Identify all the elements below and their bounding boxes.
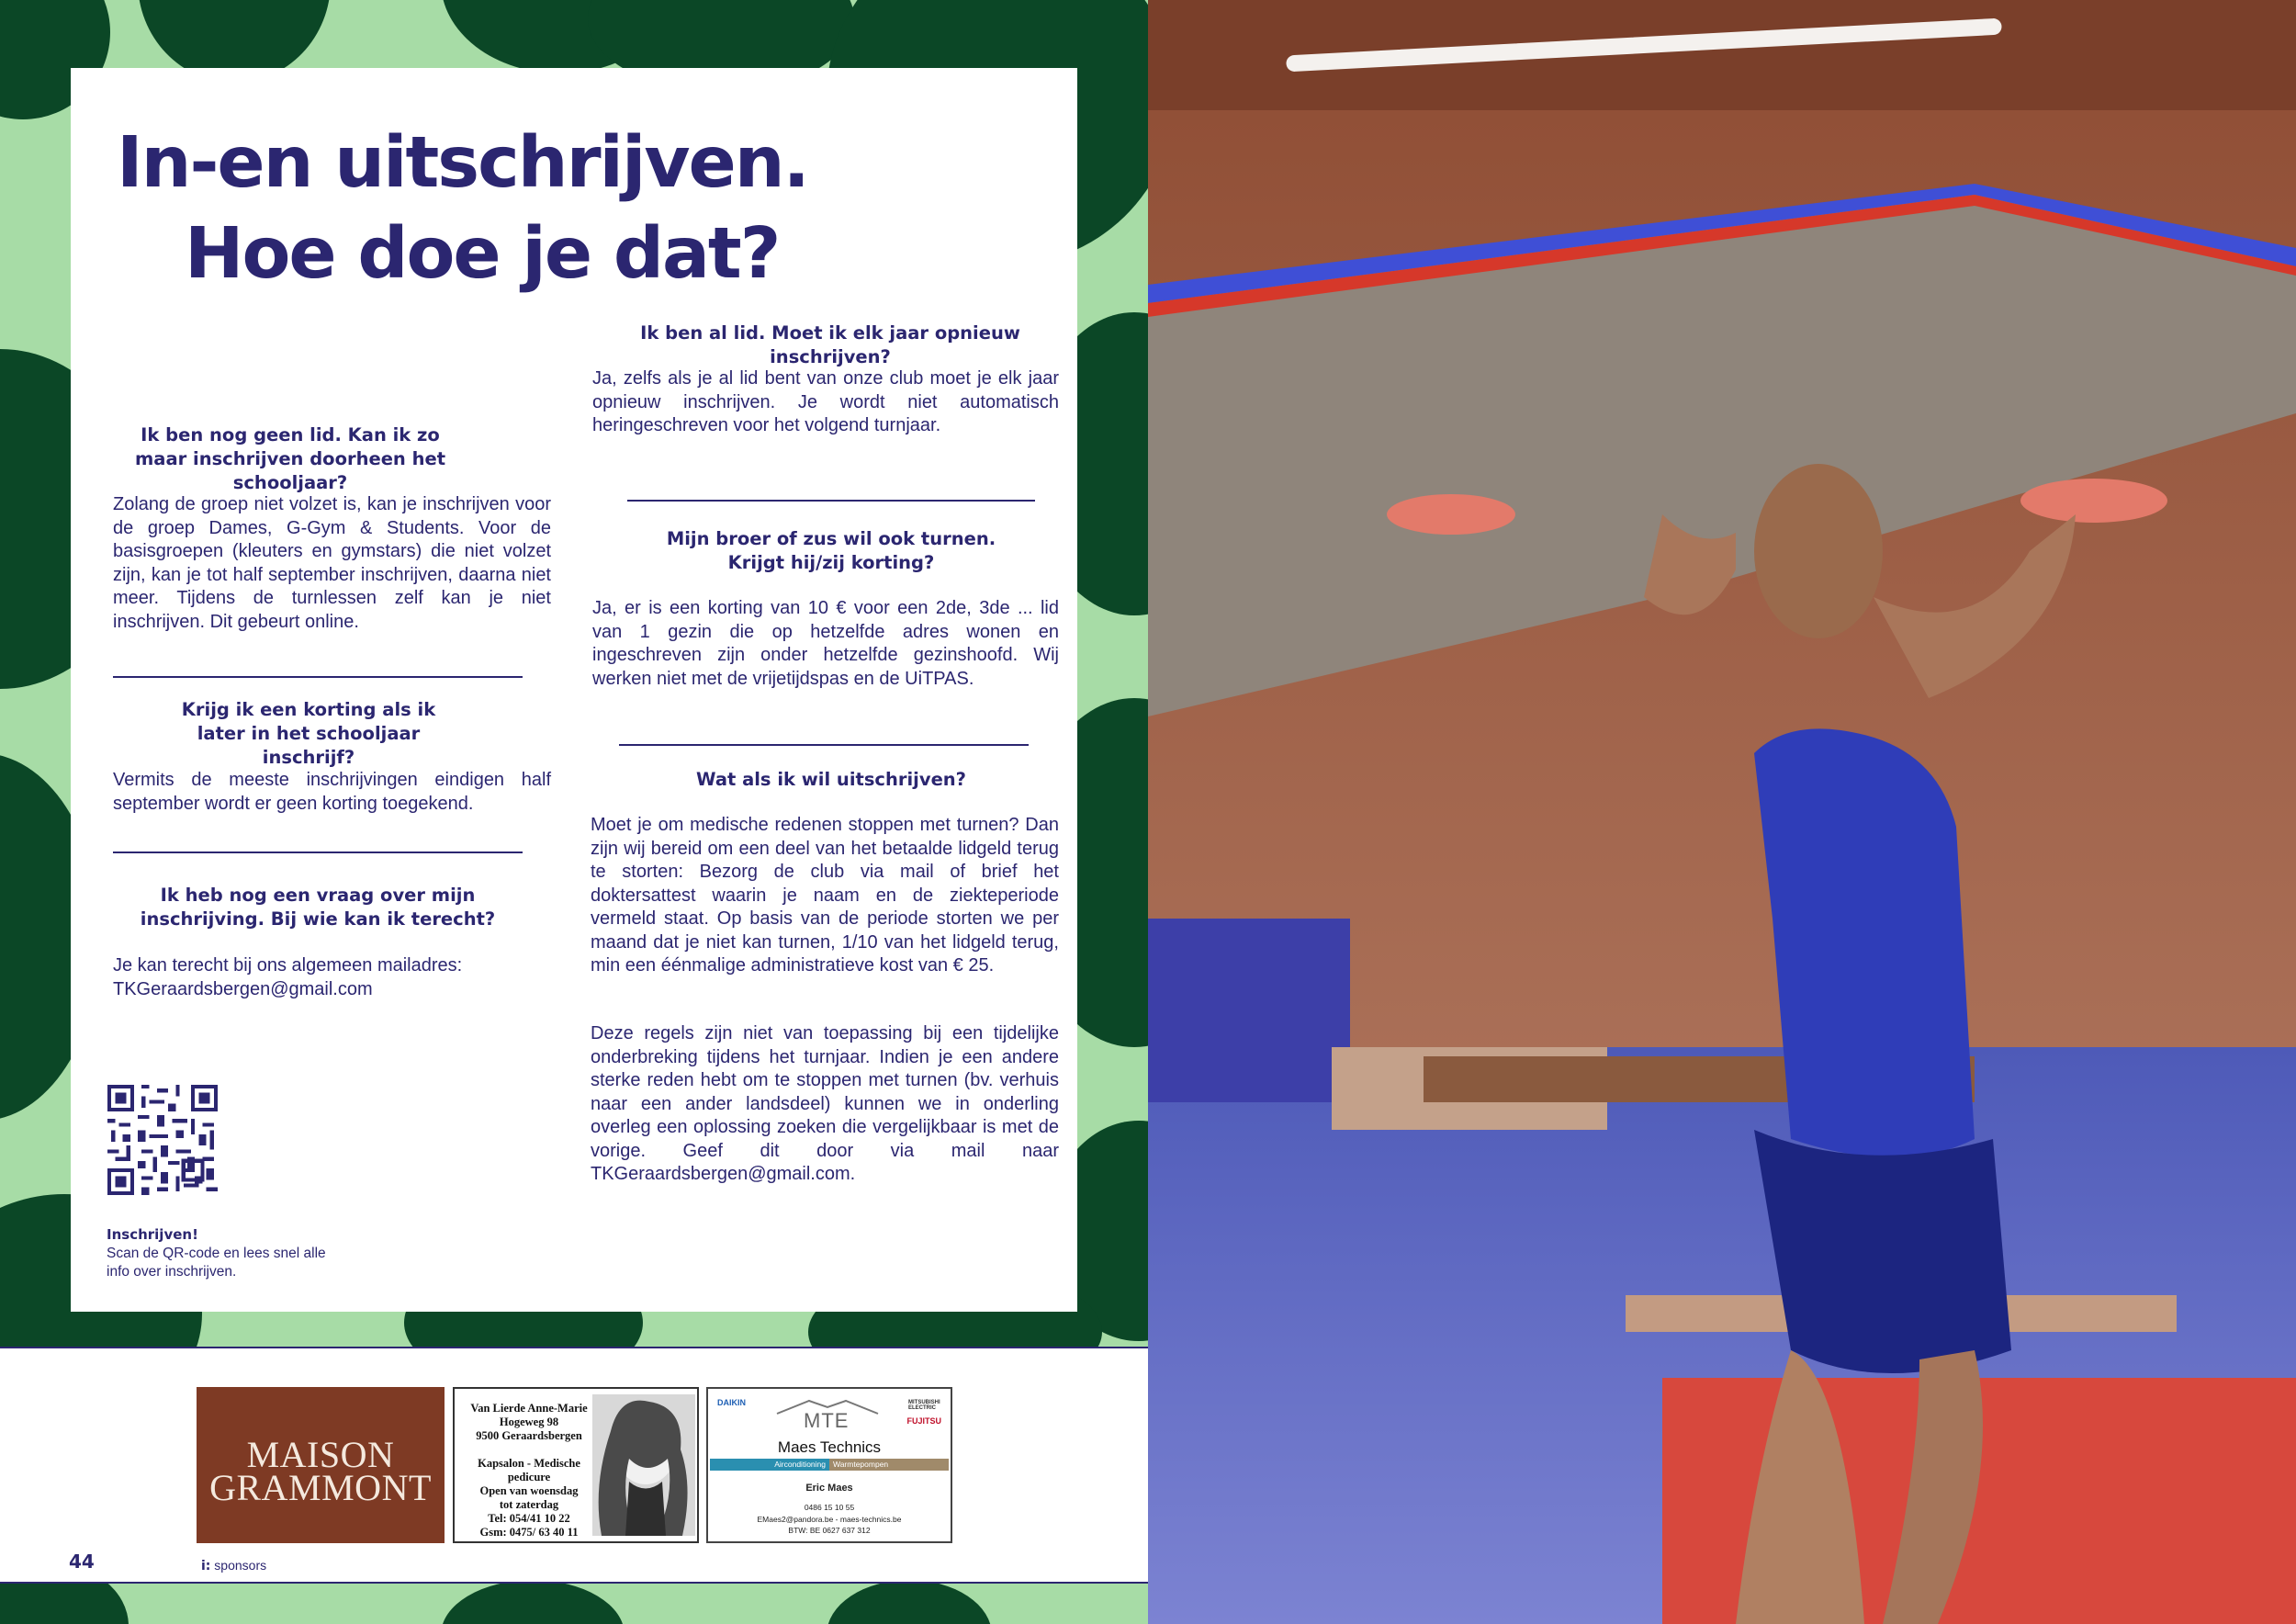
content-card bbox=[71, 68, 1077, 1312]
faq-question: Krijg ik een korting als ik later in het schooljaar inschrijf? bbox=[181, 699, 436, 768]
faq-answer: Moet je om medische redenen stoppen met turnen? Dan zijn wij bereid om een deel van het betaalde lidgeld terug te storten: Bezorg de club via mail of brief het doktersattest waarin je naam en de ziekteperiode vermeld staat. Op basis van de periode storten we per maand dat je niet kan turnen, 1/10 van het lidgeld terug, min een éénmalige administratieve kost van € 25. bbox=[591, 815, 1059, 976]
faq-question: Ik heb nog een vraag over mijn inschrijving. Bij wie kan ik terecht? bbox=[140, 885, 496, 930]
maes-phone: 0486 15 10 55 bbox=[804, 1503, 855, 1512]
section-label bbox=[201, 1558, 266, 1573]
maison-line1: MAISON bbox=[246, 1434, 395, 1475]
band-left: Airconditioning bbox=[710, 1459, 829, 1471]
sponsor-van-lierde[interactable] bbox=[453, 1387, 699, 1543]
divider bbox=[113, 851, 523, 853]
faq-answer-continued: Deze regels zijn niet van toepassing bij een tijdelijke onderbreking tijdens het turnjaar. Indien je een andere sterke reden hebt om te stoppen met turnen (bv. verhuis naar een ander landsdeel) kunnen we in onderling overleg een oplossing zoeken die vergelijkbaar is met de vorige. Geef dit door via mail naar TKGeraardsbergen@gmail.com. bbox=[591, 1023, 1059, 1184]
faq-answer: Zolang de groep niet volzet is, kan je inschrijven voor de groep Dames, G-Gym & Students. Voor de basisgroepen (kleuters en gymstars) die niet volzet zijn, kan je tot half september inschrijven, daarna niet meer. Tijdens de turnlessen zelf kan je niet inschrijven. Dit gebeurt online. bbox=[113, 494, 551, 632]
gymnast-illustration bbox=[1148, 0, 2296, 1624]
page-title-line1: In-en uitschrijven. bbox=[117, 122, 808, 204]
faq-question: Ik ben al lid. Moet ik elk jaar opnieuw inschrijven? bbox=[640, 322, 1020, 367]
mitsubishi-logo: MITSUBISHI ELECTRIC bbox=[908, 1400, 940, 1411]
faq-question: Wat als ik wil uitschrijven? bbox=[696, 769, 966, 790]
faq-question: Mijn broer of zus wil ook turnen. Krijgt hij/zij korting? bbox=[666, 528, 996, 573]
qr-caption bbox=[107, 1225, 326, 1281]
divider bbox=[619, 744, 1029, 746]
qr-title: Inschrijven! bbox=[107, 1226, 198, 1243]
mte-logo: MTE bbox=[804, 1409, 850, 1432]
page-title-line2: Hoe doe je dat? bbox=[185, 213, 780, 295]
section-prefix: i: bbox=[201, 1559, 211, 1573]
faq-answer: Ja, zelfs als je al lid bent van onze club moet je elk jaar opnieuw inschrijven. Je wordt niet automatisch heringeschreven voor het volgend turnjaar. bbox=[592, 368, 1059, 435]
qr-code[interactable] bbox=[107, 1085, 218, 1195]
qr-caption-line1: Scan de QR-code en lees snel alle bbox=[107, 1246, 326, 1261]
page-number: 44 bbox=[69, 1551, 95, 1573]
divider bbox=[113, 676, 523, 678]
maison-line2: GRAMMONT bbox=[209, 1467, 432, 1508]
fujitsu-logo: FUJITSU bbox=[906, 1416, 941, 1426]
daikin-logo: DAIKIN bbox=[717, 1398, 746, 1407]
portrait-photo-icon bbox=[592, 1394, 695, 1536]
faq-answer: Vermits de meeste inschrijvingen eindigen half september wordt er geen korting toegekend. bbox=[113, 770, 551, 814]
qr-caption-line2: info over inschrijven. bbox=[107, 1264, 237, 1280]
maes-name: Maes Technics bbox=[777, 1438, 882, 1456]
faq-answer: Ja, er is een korting van 10 € voor een 2de, 3de ... lid van 1 gezin die op hetzelfde adres wonen en ingeschreven zijn onder hetzelfde gezinshoofd. Wij werken niet met de vrijetijdspas en de UiTPAS. bbox=[592, 598, 1059, 689]
maes-person: Eric Maes bbox=[805, 1483, 853, 1494]
faq-answer: Je kan terecht bij ons algemeen mailadres: TKGeraardsbergen@gmail.com bbox=[113, 955, 463, 999]
sponsor-maison-grammont[interactable] bbox=[197, 1387, 445, 1543]
background-blob bbox=[441, 1580, 625, 1624]
sponsor-maes-technics[interactable] bbox=[706, 1387, 952, 1543]
divider bbox=[627, 500, 1035, 502]
gymnast-photo bbox=[1148, 0, 2296, 1624]
band-right: Warmtepompen bbox=[829, 1459, 949, 1471]
section-name: sponsors bbox=[214, 1558, 267, 1573]
maes-contact: EMaes2@pandora.be - maes-technics.be bbox=[757, 1515, 902, 1524]
maes-band bbox=[710, 1459, 949, 1471]
faq-question: Ik ben nog geen lid. Kan ik zo maar inschrijven doorheen het schooljaar? bbox=[134, 424, 446, 493]
van-lierde-text: Van Lierde Anne-Marie Hogeweg 98 9500 Geraardsbergen Kapsalon - Medische pedicure Open van woensdag tot zaterdag Tel: 054/41 10 22 Gsm: 0475/ 63 40 11 bbox=[470, 1402, 588, 1539]
maes-vat: BTW: BE 0627 637 312 bbox=[788, 1526, 871, 1535]
background-blob bbox=[827, 1580, 992, 1624]
